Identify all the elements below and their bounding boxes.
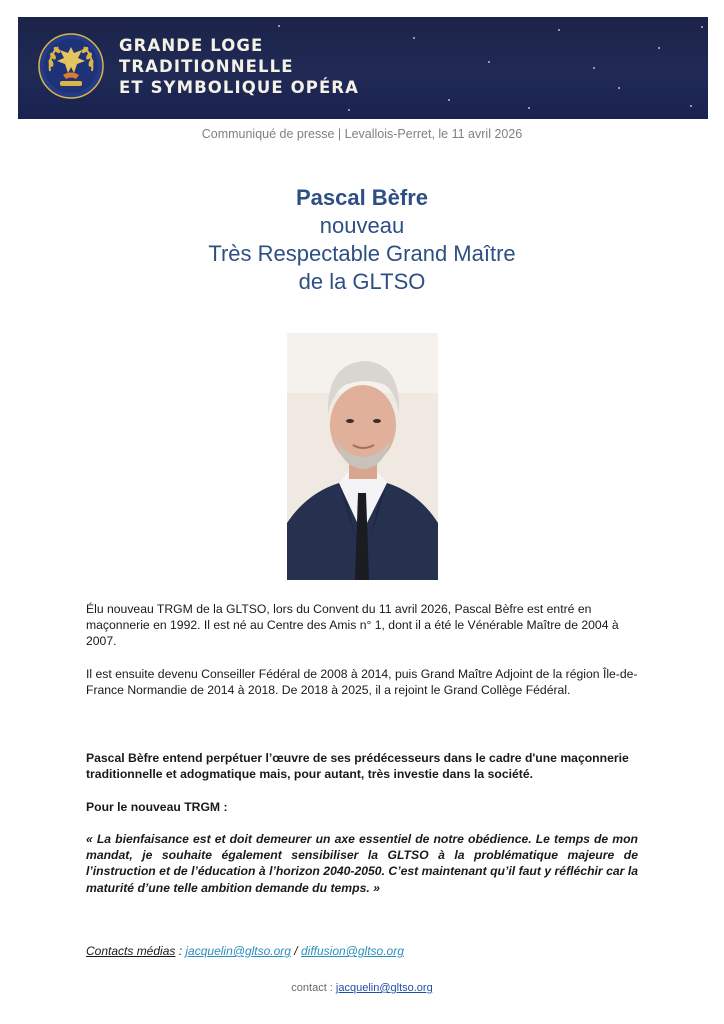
footer-contact	[0, 982, 724, 994]
portrait-image	[287, 333, 438, 580]
org-name-line-2: TRADITIONNELLE	[119, 57, 294, 76]
org-name-line-1: GRANDE LOGE	[119, 36, 264, 55]
trgm-quote: « La bienfaisance est et doit demeurer un axe essentiel de notre obédience. Le temps de mon mandat, je souhaite également sensibiliser la GLTSO à la problématique majeure de l’instruction et de l’éducation à l’horizon 2040-2050. C’est maintenant qu’il faut y réfléchir car la maturité d’une telle ambition demande du temps. »	[86, 832, 638, 895]
portrait-photo	[287, 333, 438, 580]
contacts-separator-1: :	[175, 944, 186, 958]
press-release-subtitle: Communiqué de presse | Levallois-Perret, le 11 avril 2026	[201, 127, 523, 141]
header-banner	[18, 17, 708, 119]
body-paragraph-2: Il est ensuite devenu Conseiller Fédéral de 2008 à 2014, puis Grand Maître Adjoint de la région Île-de-France Normandie de 2014 à 2018. De 2018 à 2025, il a rejoint le Grand Collège Fédéral.	[86, 667, 638, 698]
footer-email-link[interactable]: jacquelin@gltso.org	[335, 982, 433, 994]
media-contacts	[86, 944, 404, 958]
title-line-4: de la GLTSO	[298, 269, 426, 294]
footer-contact-label: contact :	[291, 982, 336, 994]
quote-intro: Pour le nouveau TRGM :	[86, 800, 228, 814]
title-name: Pascal Bèfre	[295, 185, 429, 210]
contact-email-link-2[interactable]: diffusion@gltso.org	[300, 944, 404, 958]
title-line-3: Très Respectable Grand Maître	[208, 241, 516, 266]
gltso-logo-icon	[38, 33, 104, 99]
title-line-2: nouveau	[319, 213, 405, 238]
body-paragraph-1: Élu nouveau TRGM de la GLTSO, lors du Convent du 11 avril 2026, Pascal Bèfre est entré en maçonnerie en 1992. Il est né au Centre des Amis n° 1, dont il a été le Vénérable Maître de 2004 à 2007.	[86, 602, 619, 649]
contacts-separator-2: /	[290, 944, 301, 958]
announcement-title	[0, 184, 724, 296]
organization-name	[119, 35, 359, 98]
body-paragraph-3: Pascal Bèfre entend perpétuer l’œuvre de ses prédécesseurs dans le cadre d'une maçonnerie traditionnelle et adogmatique mais, pour autant, très investie dans la société.	[86, 751, 629, 782]
org-name-line-3: ET SYMBOLIQUE OPÉRA	[119, 78, 359, 97]
media-contacts-label: Contacts médias	[86, 944, 176, 958]
contact-email-link-1[interactable]: jacquelin@gltso.org	[185, 944, 291, 958]
